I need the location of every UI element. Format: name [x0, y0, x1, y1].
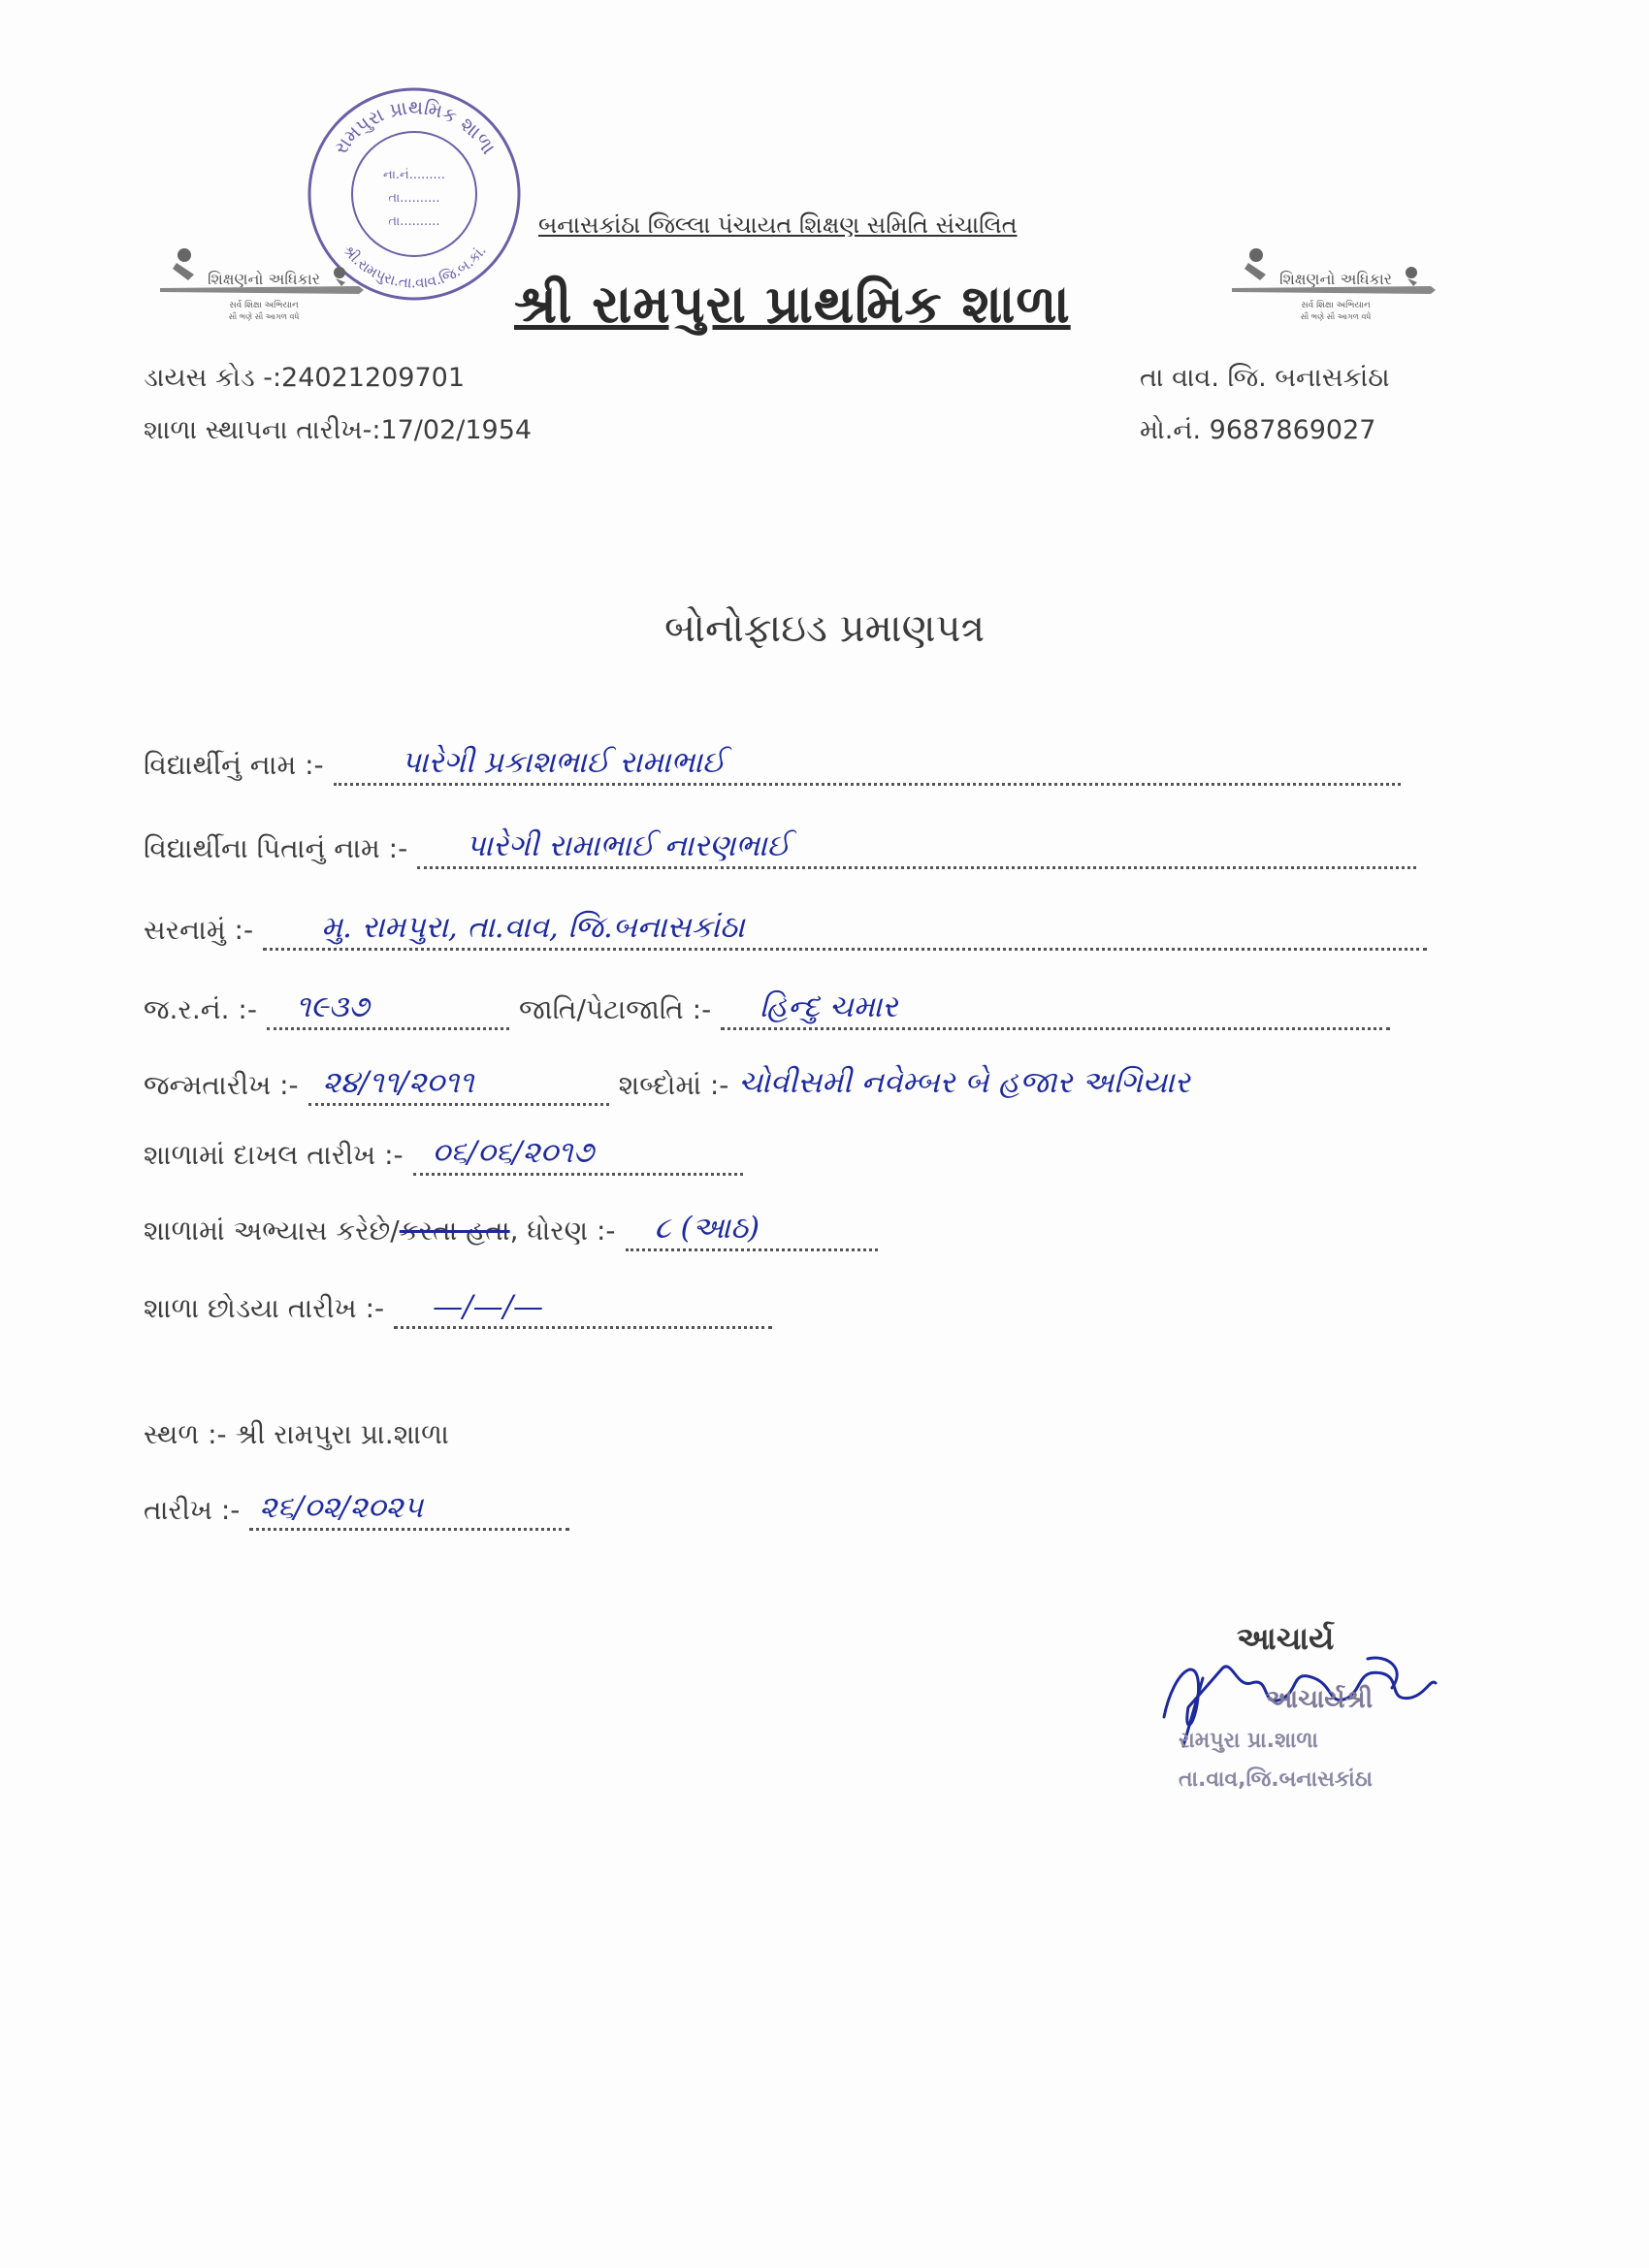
student-name-row — [144, 728, 1410, 786]
committee-heading: બનાસકાંઠા જિલ્લા પંચાયત શિક્ષણ સમિતિ સંચાલિત — [538, 211, 1018, 239]
principal-stamp-location: તા.વાવ,જિ.બનાસકાંઠા — [1179, 1767, 1374, 1792]
issue-date-value: ૨૬/૦૨/૨૦૨૫ — [259, 1490, 424, 1525]
study-row — [144, 1193, 888, 1251]
father-name-row — [144, 811, 1426, 869]
leaving-date-value: —/—/— — [433, 1289, 544, 1324]
principal-title: આચાર્ય — [1237, 1620, 1335, 1657]
father-name-value: પારેગી રામાભાઈ નારણભાઈ — [466, 828, 791, 863]
standard-value: ૮ (આઠ) — [654, 1211, 760, 1246]
school-name: શ્રી રામપુરા પ્રાથમિક શાળા — [514, 274, 1071, 335]
principal-stamp-school: રામપુરા પ્રા.શાળા — [1179, 1729, 1318, 1753]
right-to-education-logo-left — [155, 247, 373, 325]
issue-date-label: તારીખ :- — [144, 1494, 241, 1526]
dob-value: ૨૪/૧૧/૨૦૧૧ — [322, 1065, 474, 1100]
establishment-date: શાળા સ્થાપના તારીખ-:17/02/1954 — [144, 415, 533, 445]
address-line — [263, 901, 1427, 951]
stamp-field-sign: તા.......... — [388, 214, 440, 229]
student-name-value: પારેગી પ્રકાશભાઈ રામાભાઈ — [401, 745, 726, 780]
stamp-field-date: તા.......... — [388, 191, 440, 206]
standard-line — [626, 1202, 878, 1251]
svg-text:રામપુરા પ્રાથમિક શાળા — [329, 95, 501, 158]
dob-line — [308, 1056, 609, 1106]
study-label-struck: કરતા હતા — [399, 1215, 510, 1247]
school-address: તા વાવ. જિ. બનાસકાંઠા — [1140, 363, 1390, 393]
student-name-line — [334, 736, 1401, 786]
principal-stamp-title: આચાર્યશ્રી — [1266, 1685, 1374, 1714]
issue-date-line — [249, 1481, 569, 1531]
address-row — [144, 892, 1437, 951]
caste-value: હિન્દુ ચમાર — [760, 989, 898, 1024]
study-label-pre: શાળામાં અભ્યાસ કરેછે/ — [144, 1215, 400, 1247]
stamp-field-no: ના.નં......... — [383, 168, 445, 182]
logo-left-sub2: સૌ ભણે સૌ આગળ વધે — [228, 312, 300, 321]
right-to-education-logo-right — [1227, 247, 1445, 325]
stamp-top-text: રામપુરા પ્રાથમિક શાળા — [328, 95, 501, 159]
dob-words-line — [738, 1056, 1422, 1106]
student-name-label: વિદ્યાર્થીનું નામ :- — [144, 749, 324, 781]
gr-number-label: જ.ર.નં. :- — [144, 993, 257, 1025]
address-value: મુ. રામપુરા, તા.વાવ, જિ.બનાસકાંઠા — [321, 910, 745, 945]
dob-words-value: ચોવીસમી નવેમ્બર બે હજાર અગિયાર — [738, 1065, 1190, 1100]
certificate-title: બોનોફાઇડ પ્રમાણપત્ર — [663, 606, 986, 651]
logo-left-title: શિક્ષણનો અધિકાર — [207, 270, 321, 288]
dob-label: જન્મતારીખ :- — [144, 1069, 299, 1101]
caste-line — [721, 981, 1390, 1030]
gr-number-value: ૧૯૩૭ — [295, 989, 370, 1024]
dob-words-label: શબ્દોમાં :- — [618, 1069, 729, 1101]
father-name-label: વિદ્યાર્થીના પિતાનું નામ :- — [144, 832, 408, 864]
gr-caste-row — [144, 972, 1400, 1030]
study-label-post: , ધોરણ :- — [509, 1215, 616, 1247]
leaving-date-row — [144, 1271, 782, 1329]
school-mobile: મો.નં. 9687869027 — [1140, 415, 1376, 445]
stamp-bottom-text: શ્રી.રામપુરા.તા.વાવ.જિ.બ.કાં. — [340, 242, 490, 292]
study-label — [144, 1215, 616, 1251]
logo-left-sub1: સર્વ શિક્ષા અભિયાન — [229, 301, 299, 310]
issue-date-row — [144, 1473, 579, 1531]
admission-date-label: શાળામાં દાખલ તારીખ :- — [144, 1139, 404, 1171]
place-row — [144, 1397, 449, 1455]
address-label: સરનામું :- — [144, 914, 254, 946]
logo-right-sub1: સર્વ શિક્ષા અભિયાન — [1301, 301, 1371, 310]
leaving-date-line — [394, 1280, 772, 1329]
dise-code: ડાયસ કોડ -:24021209701 — [144, 363, 466, 393]
admission-date-line — [413, 1126, 743, 1176]
admission-date-value: ૦૬/૦૬/૨૦૧૭ — [432, 1135, 595, 1170]
logo-right-title: શિક્ષણનો અધિકાર — [1278, 270, 1393, 288]
caste-label: જાતિ/પેટાજાતિ :- — [518, 993, 712, 1025]
logo-right-sub2: સૌ ભણે સૌ આગળ વધે — [1300, 312, 1372, 321]
admission-date-row — [144, 1118, 753, 1176]
gr-number-line — [267, 981, 509, 1030]
father-name-line — [417, 820, 1416, 869]
leaving-date-label: શાળા છોડયા તારીખ :- — [144, 1292, 385, 1324]
dob-row — [144, 1048, 1432, 1106]
place-label: સ્થળ :- શ્રી રામપુરા પ્રા.શાળા — [144, 1418, 449, 1450]
